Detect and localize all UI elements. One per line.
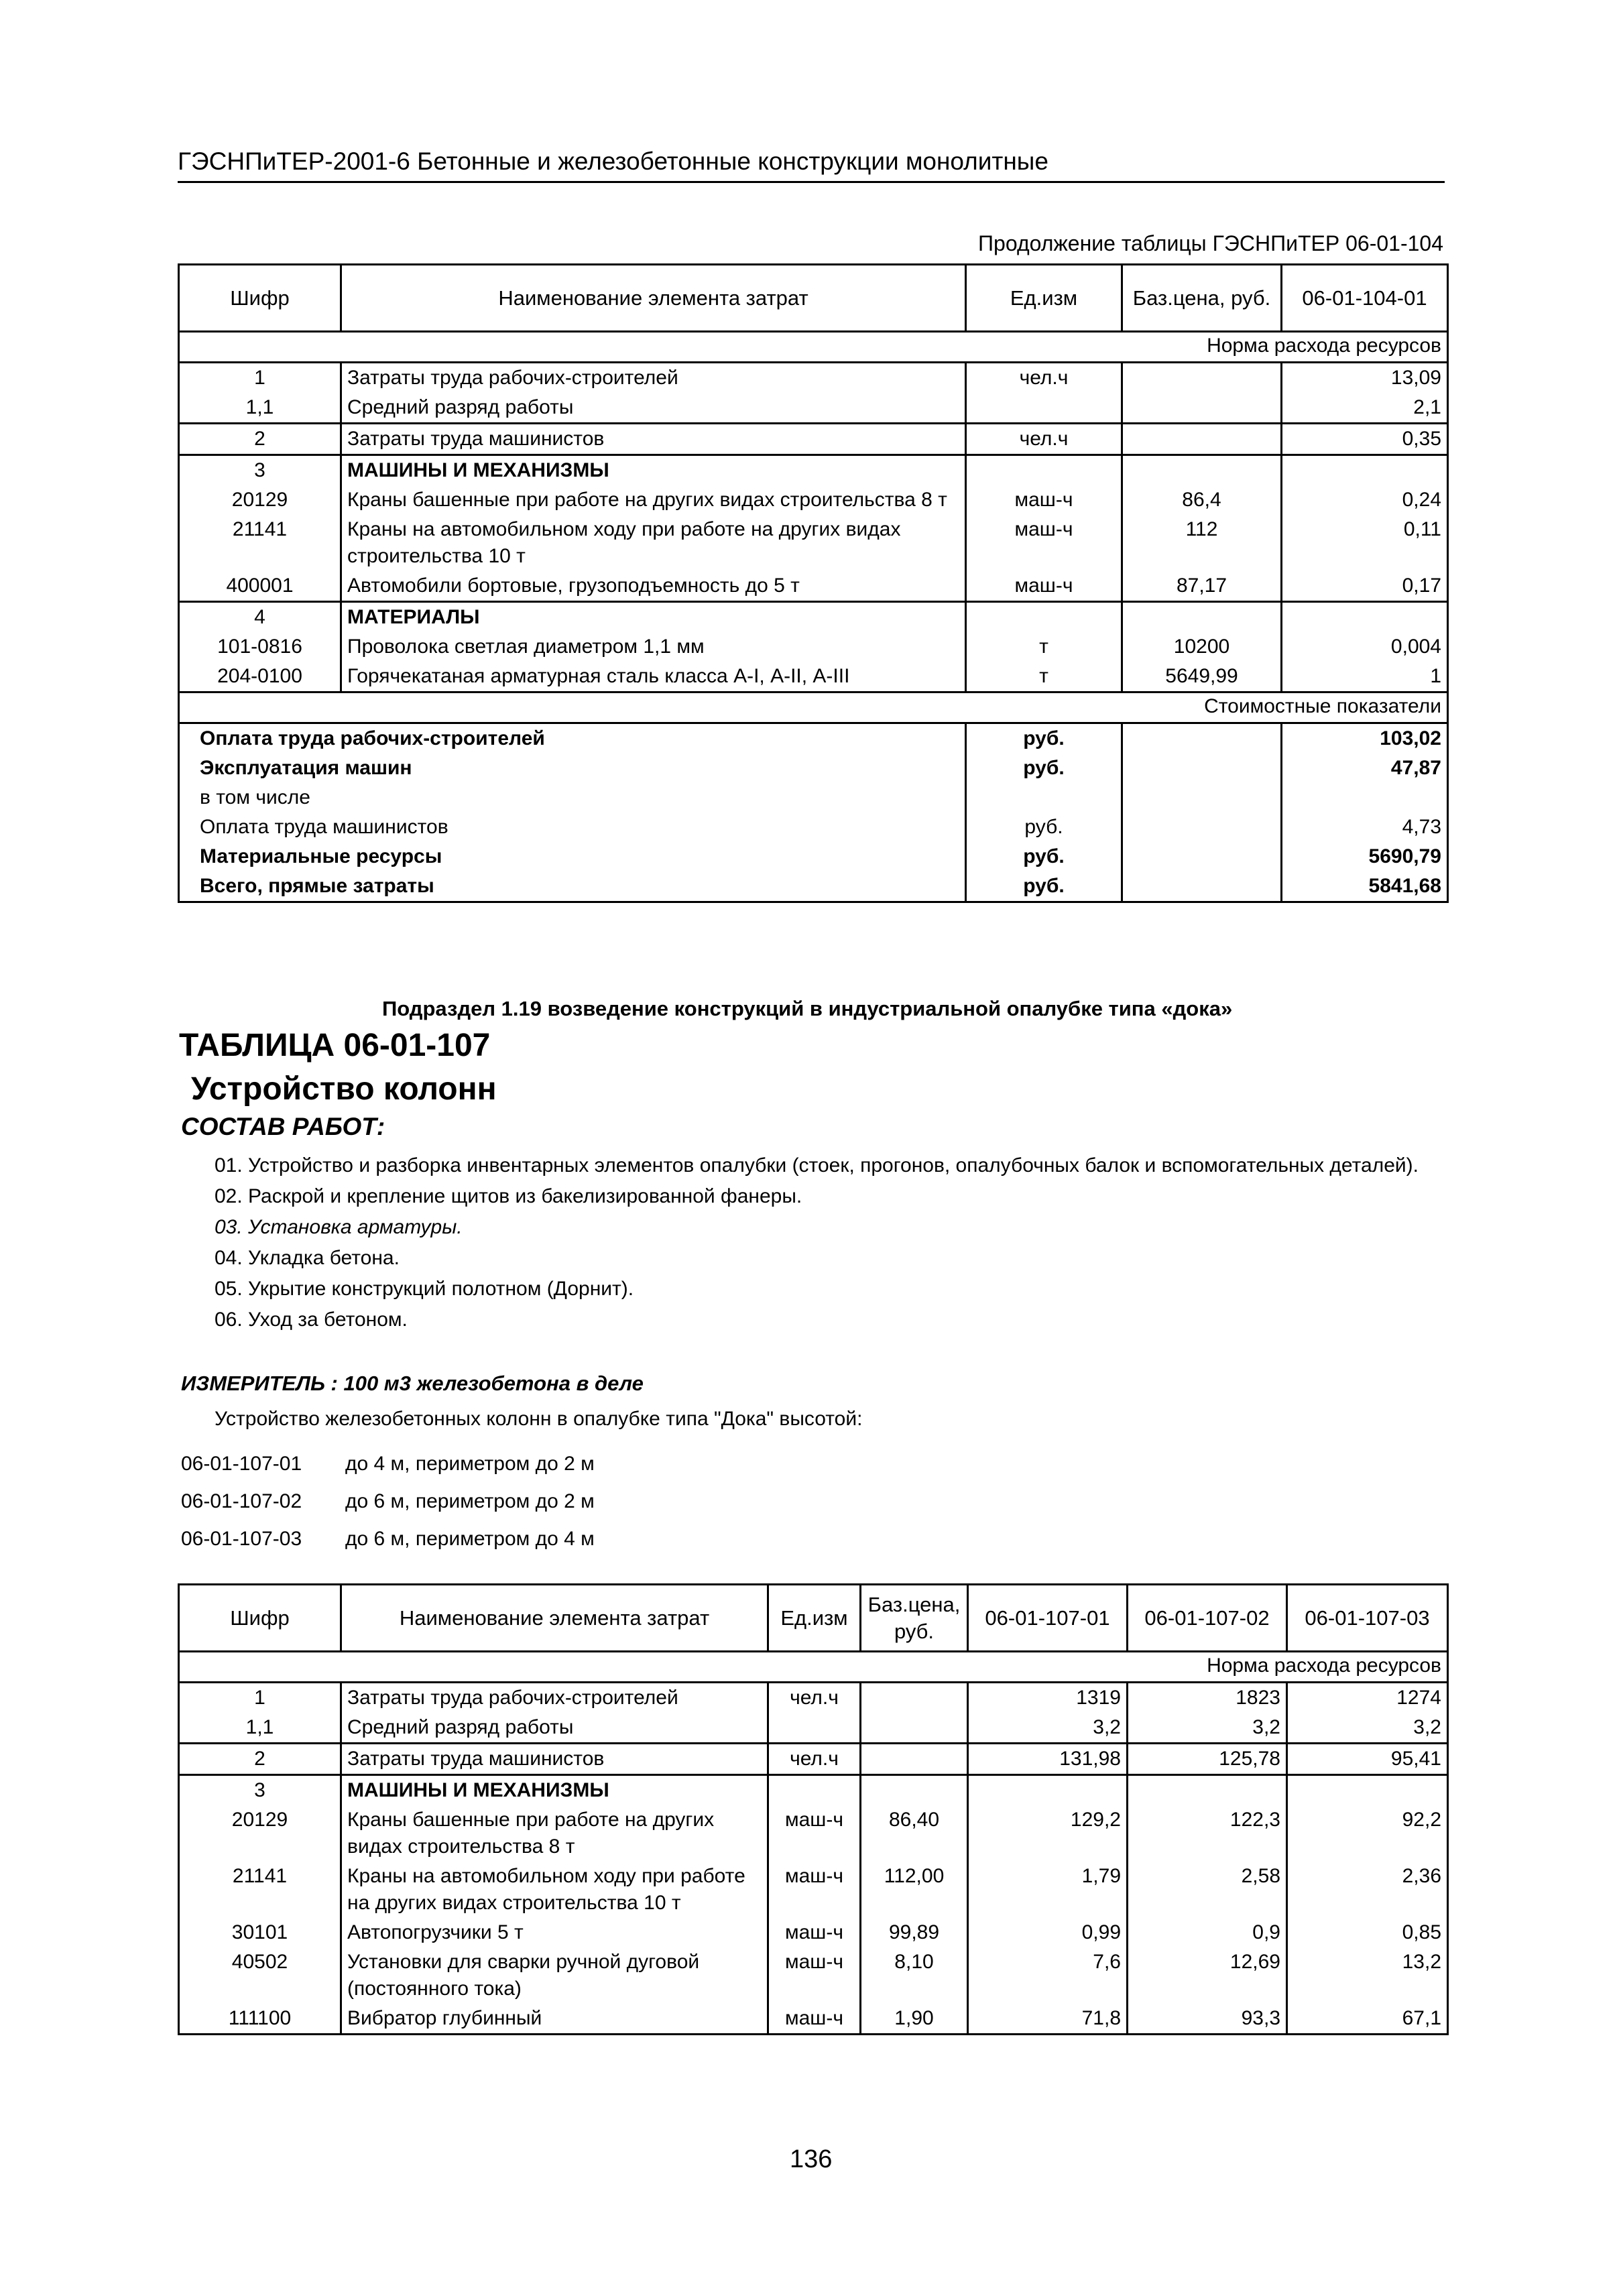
row-code: 1: [179, 1683, 341, 1713]
row-name: Вибратор глубинный: [341, 2004, 768, 2035]
list-item: 04. Укладка бетона.: [215, 1247, 400, 1269]
row-name: Краны башенные при работе на других видах строительства 8 т: [341, 485, 966, 515]
table-continuation-caption: Продолжение таблицы ГЭСНПиТЕР 06-01-104: [978, 231, 1443, 255]
row-value-2: 1823: [1128, 1683, 1287, 1713]
row-price: [861, 1713, 968, 1744]
column-header-price: Баз.цена, руб.: [861, 1585, 968, 1652]
row-value-2: 122,3: [1128, 1805, 1287, 1862]
row-value: [1282, 602, 1448, 633]
column-header-unit: Ед.изм: [768, 1585, 861, 1652]
table-row: [179, 1805, 1448, 1862]
row-price: [861, 1775, 968, 1806]
list-item: 03. Установка арматуры.: [215, 1216, 463, 1238]
list-item: 01. Устройство и разборка инвентарных элементов опалубки (стоек, прогонов, опалубочных балок и вспомогательных деталей).: [215, 1154, 1419, 1176]
table-row: [179, 1862, 1448, 1918]
table-header-row: [179, 265, 1448, 332]
row-unit: маш-ч: [768, 2004, 861, 2035]
cost-value: 4,73: [1282, 812, 1448, 842]
row-code: 2: [179, 424, 341, 455]
row-name: МАТЕРИАЛЫ: [341, 602, 966, 633]
resource-table-06-01-104: [178, 263, 1449, 903]
row-name: Краны башенные при работе на других видах строительства 8 т: [341, 1805, 768, 1862]
row-name: МАШИНЫ И МЕХАНИЗМЫ: [341, 1775, 768, 1806]
row-value-1: 1,79: [968, 1862, 1128, 1918]
row-code: 2: [179, 1744, 341, 1775]
table-row: [179, 602, 1448, 633]
table-row: [179, 424, 1448, 455]
variant-code: 06-01-107-03: [181, 1528, 302, 1550]
row-price: 86,40: [861, 1805, 968, 1862]
row-value-1: 71,8: [968, 2004, 1128, 2035]
list-item: 05. Укрытие конструкций полотном (Дорнит).: [215, 1278, 634, 1300]
row-price: [1122, 363, 1282, 394]
row-unit: маш-ч: [966, 485, 1122, 515]
variant-text: до 6 м, периметром до 4 м: [345, 1528, 595, 1550]
table-row: [179, 662, 1448, 692]
cost-value: 5841,68: [1282, 871, 1448, 902]
row-unit: чел.ч: [768, 1744, 861, 1775]
row-code: 1: [179, 363, 341, 394]
cost-price-empty: [1122, 783, 1282, 812]
row-value-1: 0,99: [968, 1918, 1128, 1947]
table-row: [179, 363, 1448, 394]
table-row: [179, 1683, 1448, 1713]
row-name: Горячекатаная арматурная сталь класса А-I, А-II, А-III: [341, 662, 966, 692]
cost-price-empty: [1122, 871, 1282, 902]
row-value-1: [968, 1775, 1128, 1806]
row-price: 86,4: [1122, 485, 1282, 515]
cost-value: 103,02: [1282, 723, 1448, 754]
cost-label: Оплата труда машинистов: [179, 812, 966, 842]
row-name: Проволока светлая диаметром 1,1 мм: [341, 632, 966, 662]
table-header-row: [179, 1585, 1448, 1652]
row-price: 112: [1122, 515, 1282, 571]
row-name: Автомобили бортовые, грузоподъемность до 5 т: [341, 571, 966, 602]
row-value-3: 3,2: [1287, 1713, 1448, 1744]
cost-band-row: [179, 692, 1448, 723]
norm-band-row: [179, 1652, 1448, 1683]
variant-text: до 6 м, периметром до 2 м: [345, 1490, 595, 1512]
list-item: [181, 1445, 595, 1483]
cost-value: [1282, 783, 1448, 812]
row-unit: чел.ч: [966, 363, 1122, 394]
cost-row: [179, 753, 1448, 783]
row-name: Затраты труда машинистов: [341, 1744, 768, 1775]
column-header-code: Шифр: [179, 1585, 341, 1652]
cost-row: [179, 842, 1448, 871]
row-code: 4: [179, 602, 341, 633]
column-header-unit: Ед.изм: [966, 265, 1122, 332]
row-price: 8,10: [861, 1947, 968, 2004]
row-name: Автопогрузчики 5 т: [341, 1918, 768, 1947]
column-header-name: Наименование элемента затрат: [341, 1585, 768, 1652]
norm-band-label: Норма расхода ресурсов: [179, 332, 1448, 363]
resource-table-06-01-107: [178, 1583, 1449, 2035]
table-row: [179, 1918, 1448, 1947]
row-unit: маш-ч: [768, 1805, 861, 1862]
row-price: 99,89: [861, 1918, 968, 1947]
table-row: [179, 1775, 1448, 1806]
cost-unit: [966, 783, 1122, 812]
cost-unit: руб.: [966, 753, 1122, 783]
row-unit: маш-ч: [768, 1918, 861, 1947]
variant-code: 06-01-107-01: [181, 1453, 302, 1475]
cost-price-empty: [1122, 723, 1282, 754]
table-row: [179, 571, 1448, 602]
row-value: 13,09: [1282, 363, 1448, 394]
table-row: [179, 455, 1448, 486]
row-value-1: 3,2: [968, 1713, 1128, 1744]
cost-unit: руб.: [966, 812, 1122, 842]
list-item: 06. Уход за бетоном.: [215, 1309, 408, 1331]
row-value: 0,35: [1282, 424, 1448, 455]
column-header-price: Баз.цена, руб.: [1122, 265, 1282, 332]
row-value-3: 1274: [1287, 1683, 1448, 1713]
row-code: 101-0816: [179, 632, 341, 662]
column-header-variant-3: 06-01-107-03: [1287, 1585, 1448, 1652]
list-item: [181, 1483, 595, 1520]
cost-unit: руб.: [966, 723, 1122, 754]
norm-band-label: Норма расхода ресурсов: [179, 1652, 1448, 1683]
column-header-variant-1: 06-01-107-01: [968, 1585, 1128, 1652]
row-value-1: 1319: [968, 1683, 1128, 1713]
works-list: [181, 1150, 1441, 1335]
row-value-2: [1128, 1775, 1287, 1806]
cost-label: Всего, прямые затраты: [179, 871, 966, 902]
row-value-3: 92,2: [1287, 1805, 1448, 1862]
table-subtitle: Устройство колонн: [191, 1071, 497, 1107]
page-header: ГЭСНПиТЕР-2001-6 Бетонные и железобетонные конструкции монолитные: [178, 147, 1445, 183]
row-name: Краны на автомобильном ходу при работе на других видах строительства 10 т: [341, 1862, 768, 1918]
row-value-3: 0,85: [1287, 1918, 1448, 1947]
cost-label: Материальные ресурсы: [179, 842, 966, 871]
row-name: Средний разряд работы: [341, 1713, 768, 1744]
row-code: 3: [179, 1775, 341, 1806]
row-price: 10200: [1122, 632, 1282, 662]
row-value-1: 7,6: [968, 1947, 1128, 2004]
cost-row: [179, 812, 1448, 842]
row-code: 21141: [179, 515, 341, 571]
row-unit: [966, 602, 1122, 633]
row-price: [1122, 424, 1282, 455]
row-name: Установки для сварки ручной дуговой (постоянного тока): [341, 1947, 768, 2004]
row-name: Краны на автомобильном ходу при работе на других видах строительства 10 т: [341, 515, 966, 571]
norm-band-row: [179, 332, 1448, 363]
variant-code: 06-01-107-02: [181, 1490, 302, 1512]
row-unit: [966, 393, 1122, 424]
row-name: Средний разряд работы: [341, 393, 966, 424]
row-value-2: 12,69: [1128, 1947, 1287, 2004]
row-price: 1,90: [861, 2004, 968, 2035]
cost-label: Эксплуатация машин: [179, 753, 966, 783]
row-value-2: 2,58: [1128, 1862, 1287, 1918]
subsection-heading: Подраздел 1.19 возведение конструкций в индустриальной опалубке типа «дока»: [382, 997, 1233, 1020]
row-unit: т: [966, 662, 1122, 692]
table-row: [179, 515, 1448, 571]
row-code: 400001: [179, 571, 341, 602]
table-row: [179, 2004, 1448, 2035]
row-name: Затраты труда рабочих-строителей: [341, 363, 966, 394]
row-price: [1122, 393, 1282, 424]
cost-value: 47,87: [1282, 753, 1448, 783]
row-unit: чел.ч: [966, 424, 1122, 455]
cost-unit: руб.: [966, 871, 1122, 902]
table-row: [179, 632, 1448, 662]
row-value-2: 93,3: [1128, 2004, 1287, 2035]
row-unit: маш-ч: [768, 1862, 861, 1918]
page-number: 136: [790, 2145, 833, 2173]
table-row: [179, 1713, 1448, 1744]
row-name: МАШИНЫ И МЕХАНИЗМЫ: [341, 455, 966, 486]
row-code: 20129: [179, 1805, 341, 1862]
row-code: 30101: [179, 1918, 341, 1947]
variants-intro: Устройство железобетонных колонн в опалубке типа "Дока" высотой:: [215, 1408, 863, 1430]
table-row: [179, 393, 1448, 424]
row-code: 20129: [179, 485, 341, 515]
row-price: [1122, 602, 1282, 633]
row-value: 1: [1282, 662, 1448, 692]
row-unit: чел.ч: [768, 1683, 861, 1713]
row-price: [1122, 455, 1282, 486]
row-price: 5649,99: [1122, 662, 1282, 692]
cost-row: [179, 783, 1448, 812]
row-price: [861, 1744, 968, 1775]
row-value: 0,24: [1282, 485, 1448, 515]
row-value-1: 131,98: [968, 1744, 1128, 1775]
table-title: ТАБЛИЦА 06-01-107: [179, 1028, 491, 1063]
row-code: 40502: [179, 1947, 341, 2004]
column-header-code: Шифр: [179, 265, 341, 332]
row-unit: маш-ч: [768, 1947, 861, 2004]
row-unit: т: [966, 632, 1122, 662]
list-item: 02. Раскрой и крепление щитов из бакелизированной фанеры.: [215, 1185, 802, 1207]
column-header-name: Наименование элемента затрат: [341, 265, 966, 332]
row-name: Затраты труда машинистов: [341, 424, 966, 455]
row-value: 0,11: [1282, 515, 1448, 571]
row-value-3: 13,2: [1287, 1947, 1448, 2004]
row-price: 87,17: [1122, 571, 1282, 602]
cost-unit: руб.: [966, 842, 1122, 871]
row-value-2: 125,78: [1128, 1744, 1287, 1775]
table-row: [179, 485, 1448, 515]
row-unit: [768, 1775, 861, 1806]
cost-label: Оплата труда рабочих-строителей: [179, 723, 966, 754]
table-row: [179, 1744, 1448, 1775]
row-code: 111100: [179, 2004, 341, 2035]
row-code: 1,1: [179, 393, 341, 424]
row-value: 2,1: [1282, 393, 1448, 424]
table-row: [179, 1947, 1448, 2004]
row-name: Затраты труда рабочих-строителей: [341, 1683, 768, 1713]
row-code: 204-0100: [179, 662, 341, 692]
cost-value: 5690,79: [1282, 842, 1448, 871]
row-unit: [768, 1713, 861, 1744]
list-item: [181, 1520, 595, 1558]
row-code: 1,1: [179, 1713, 341, 1744]
cost-row: [179, 871, 1448, 902]
cost-price-empty: [1122, 842, 1282, 871]
row-unit: [966, 455, 1122, 486]
column-header-variant-2: 06-01-107-02: [1128, 1585, 1287, 1652]
cost-row: [179, 723, 1448, 754]
cost-price-empty: [1122, 753, 1282, 783]
cost-label: в том числе: [179, 783, 966, 812]
row-code: 21141: [179, 1862, 341, 1918]
row-value-3: [1287, 1775, 1448, 1806]
column-header-variant: 06-01-104-01: [1282, 265, 1448, 332]
row-value-2: 3,2: [1128, 1713, 1287, 1744]
row-price: [861, 1683, 968, 1713]
cost-price-empty: [1122, 812, 1282, 842]
row-unit: маш-ч: [966, 571, 1122, 602]
row-code: 3: [179, 455, 341, 486]
row-value-1: 129,2: [968, 1805, 1128, 1862]
row-value: 0,004: [1282, 632, 1448, 662]
row-value: [1282, 455, 1448, 486]
works-heading: СОСТАВ РАБОТ:: [181, 1113, 385, 1140]
row-value: 0,17: [1282, 571, 1448, 602]
row-price: 112,00: [861, 1862, 968, 1918]
measurement-unit: ИЗМЕРИТЕЛЬ : 100 м3 железобетона в деле: [181, 1372, 644, 1395]
row-unit: маш-ч: [966, 515, 1122, 571]
cost-band-label: Стоимостные показатели: [179, 692, 1448, 723]
row-value-3: 67,1: [1287, 2004, 1448, 2035]
variant-list: [181, 1445, 595, 1558]
row-value-3: 2,36: [1287, 1862, 1448, 1918]
row-value-2: 0,9: [1128, 1918, 1287, 1947]
row-value-3: 95,41: [1287, 1744, 1448, 1775]
variant-text: до 4 м, периметром до 2 м: [345, 1453, 595, 1475]
